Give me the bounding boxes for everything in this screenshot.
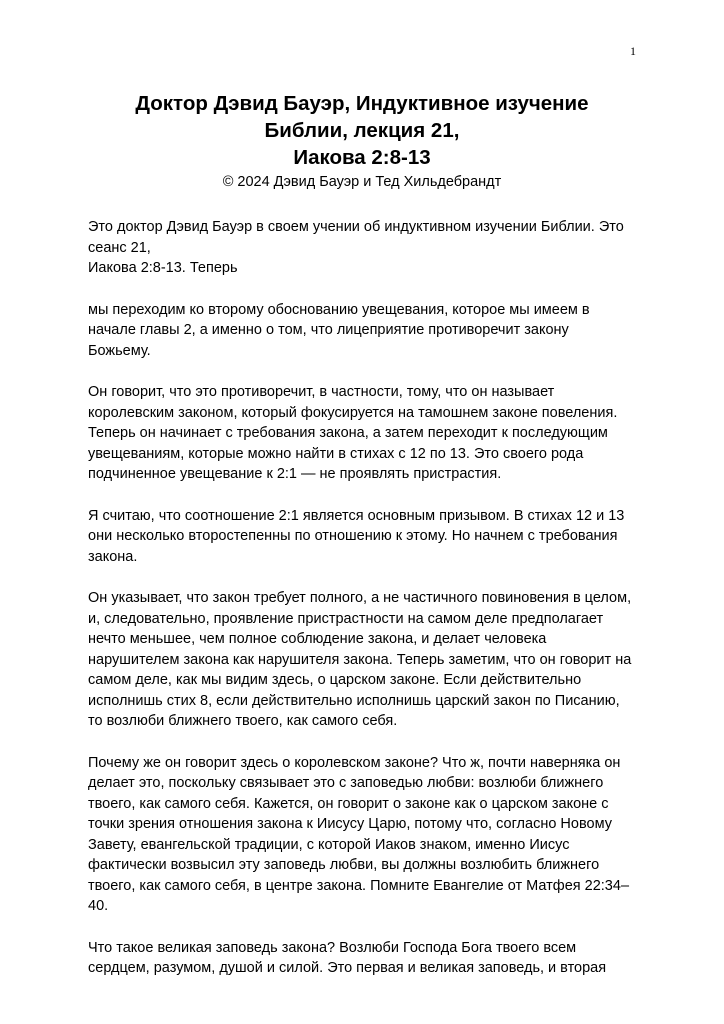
title-line-3: Иакова 2:8-13 [293,146,431,169]
text-line: подчиненное увещевание к 2:1 — не проявлять пристрастия. [88,466,502,482]
paragraph-6 [88,753,648,917]
text-line: Иакова 2:8-13. Теперь [88,260,238,276]
text-line: Это доктор Дэвид Бауэр в своем учении об индуктивном изучении Библии. Это [88,219,624,235]
text-line: начале главы 2, а именно о том, что лицеприятие противоречит закону [88,322,569,338]
paragraph-5 [88,588,648,732]
text-line: самом деле, как мы видим здесь, о царском законе. Если действительно [88,672,582,688]
title-line-1: Доктор Дэвид Бауэр, Индуктивное изучение [135,92,589,115]
title-block [60,90,664,192]
text-line: твоего, как самого себя. Кажется, он говорит о законе как о царском законе с [88,795,609,812]
text-line: и, следовательно, проявление пристрастности на самом деле предполагает [88,610,604,627]
text-line: Божьему. [88,342,151,359]
title-line-2: Библии, лекция 21, [264,119,460,142]
text-line: твоего, как самого себя, в центре закона. Помните Евангелие от Матфея 22:34– [88,877,630,894]
page-number: 1 [630,44,636,58]
text-line: Я считаю, что соотношение 2:1 является основным призывом. В стихах 12 и 13 [88,507,625,524]
text-line: Что такое великая заповедь закона? Возлюби Господа Бога твоего всем [88,939,577,956]
text-line: Он указывает, что закон требует полного, а не частичного повиновения в целом, [88,590,632,606]
paragraph-7 [88,938,648,979]
text-line: нечто меньшее, чем полное соблюдение закона, и делает человека [88,631,547,647]
text-line: закона. [88,548,138,565]
text-line: мы переходим ко второму обоснованию увещевания, которое мы имеем в [88,301,590,318]
text-line: исполнишь стих 8, если действительно исполнишь царский закон по Писанию, [88,692,620,709]
text-line: фактически возвысил эту заповедь любви, вы должны возлюбить ближнего [88,857,600,873]
paragraph-4 [88,506,648,568]
text-line: королевским законом, который фокусируется на тамошнем законе повеления. [88,404,618,421]
text-line: нарушителем закона как нарушителя закона. Теперь заметим, что он говорит на [88,651,632,668]
paragraph-2 [88,300,648,362]
paragraph-1 [88,217,648,279]
text-line: они несколько второстепенны по отношению к этому. Но начнем с требования [88,528,618,544]
text-line: Завету, евангельской традиции, с которой Иаков знаком, именно Иисус [88,836,570,853]
text-line: то возлюби ближнего твоего, как самого себя. [88,713,398,729]
text-line: Почему же он говорит здесь о королевском законе? Что ж, почти наверняка он [88,754,621,771]
text-line: делает это, поскольку связывает это с заповедью любви: возлюби ближнего [88,775,604,791]
text-line: Он говорит, что это противоречит, в частности, тому, что он называет [88,384,555,400]
text-line: точки зрения отношения закона к Иисусу Царю, потому что, согласно Новому [88,816,612,832]
text-line: сердцем, разумом, душой и силой. Это первая и великая заповедь, и вторая [88,960,607,976]
text-line: сеанс 21, [88,239,151,256]
document-body [88,217,648,1000]
text-line: Теперь он начинает с требования закона, а затем переходит к последующим [88,425,608,441]
paragraph-3 [88,382,648,485]
copyright-line: © 2024 Дэвид Бауэр и Тед Хильдебрандт [222,174,502,190]
text-line: 40. [88,898,109,914]
text-line: увещеваниям, которые можно найти в стихах с 12 по 13. Это своего рода [88,445,584,462]
